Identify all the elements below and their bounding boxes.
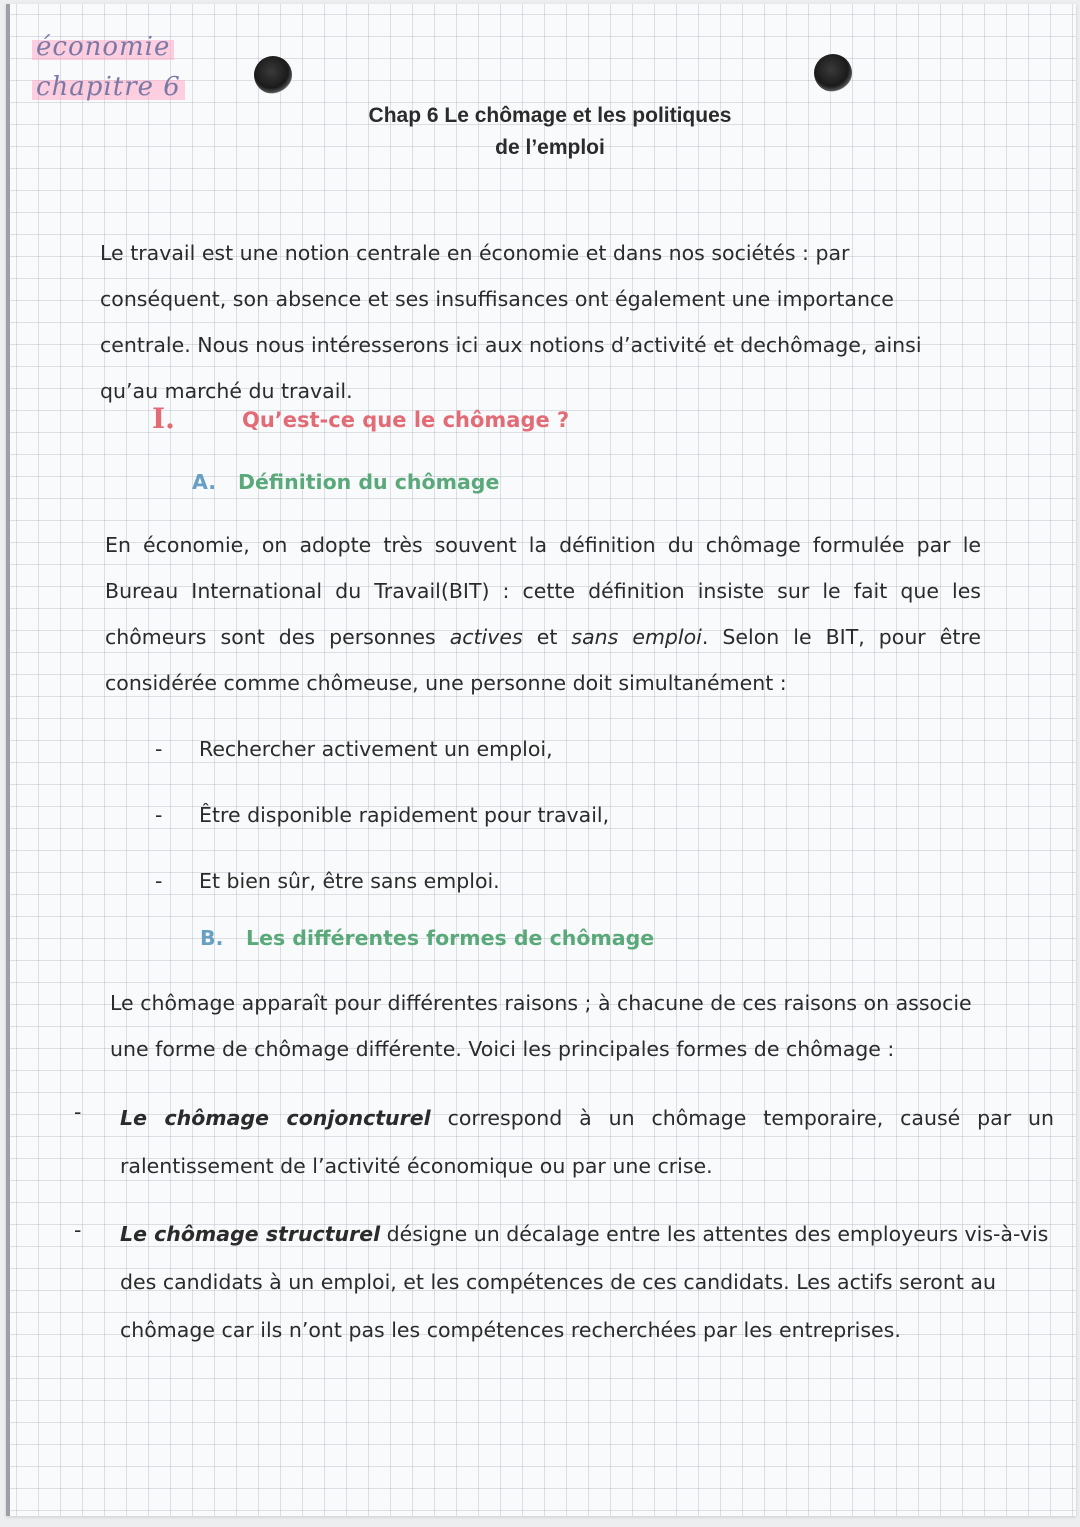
list-item (155, 734, 899, 800)
definition-paragraph (105, 522, 981, 706)
criterion-text: Rechercher activement un emploi, (199, 737, 553, 761)
list-dash: - (155, 803, 163, 827)
subsection-b-heading (200, 926, 654, 950)
subsection-b-label: Les différentes formes de chômage (246, 926, 655, 950)
form-dash: - (74, 1100, 82, 1124)
page-title-line2: de l’emploi (495, 136, 605, 159)
form-text: désigne un décalage entre les attentes des employeurs vis-à-vis des candidats à un emploi, et les compétences de ces candidats. Les actifs seront au chômage car ils n’ont pas les compétences recherchées par les entreprises. (120, 1222, 1049, 1342)
page-title-line1: Chap 6 Le chômage et les politiques (368, 104, 732, 127)
definition-part1: En économie, on adopte très souvent la définition du chômage formulée par le Bureau International du Travail(BIT) : cette définition insiste sur le fait que les chômeurs sont des personnes (105, 533, 981, 649)
section-numeral: I. (152, 402, 175, 435)
intro-paragraph: Le travail est une notion centrale en économie et dans nos sociétés : par conséquent, son absence et ses insuffisances ont également une importance centrale. Nous nous intéresserons ici aux notions d’activité et dechômage, ainsi qu’au marché du travail. (100, 241, 922, 403)
definition-actives: actives (449, 625, 523, 649)
subsection-b-letter: B. (200, 926, 224, 950)
form-term: Le chômage conjoncturel (120, 1106, 431, 1130)
page-title (290, 100, 810, 164)
form-term: Le chômage structurel (120, 1222, 381, 1246)
subsection-a-letter: A. (192, 470, 217, 494)
criteria-list (155, 734, 899, 932)
form-text: correspond à un chômage temporaire, causé par un ralentissement de l’activité économique ou par une crise. (120, 1106, 1054, 1178)
subsection-a-label: Définition du chômage (238, 470, 500, 494)
form-structurel (120, 1210, 1054, 1354)
punch-hole-right (814, 54, 852, 92)
list-dash: - (155, 737, 163, 761)
subsection-a-heading (192, 470, 499, 494)
punch-hole-left (254, 56, 292, 94)
list-dash: - (155, 869, 163, 893)
forms-intro-paragraph: Le chômage apparaît pour différentes raisons ; à chacune de ces raisons on associe une forme de chômage différente. Voici les principales formes de chômage : (110, 991, 972, 1061)
list-item (155, 866, 899, 932)
criterion-text: Être disponible rapidement pour travail, (199, 803, 610, 827)
handwritten-chapter: chapitre 6 (32, 70, 185, 104)
form-dash: - (74, 1218, 82, 1242)
criterion-text: Et bien sûr, être sans emploi. (199, 869, 500, 893)
list-item (155, 800, 899, 866)
handwritten-subject: économie (32, 30, 174, 64)
definition-sans-emploi: sans emploi (571, 625, 702, 649)
form-conjoncturel (120, 1094, 1054, 1190)
section-heading: Qu’est-ce que le chômage ? (242, 408, 570, 432)
notebook-page (6, 4, 1076, 1516)
definition-part3: . Selon le BIT, pour être considérée comme chômeuse, une personne doit simultanément : (105, 625, 981, 695)
definition-part2: et (522, 625, 572, 649)
